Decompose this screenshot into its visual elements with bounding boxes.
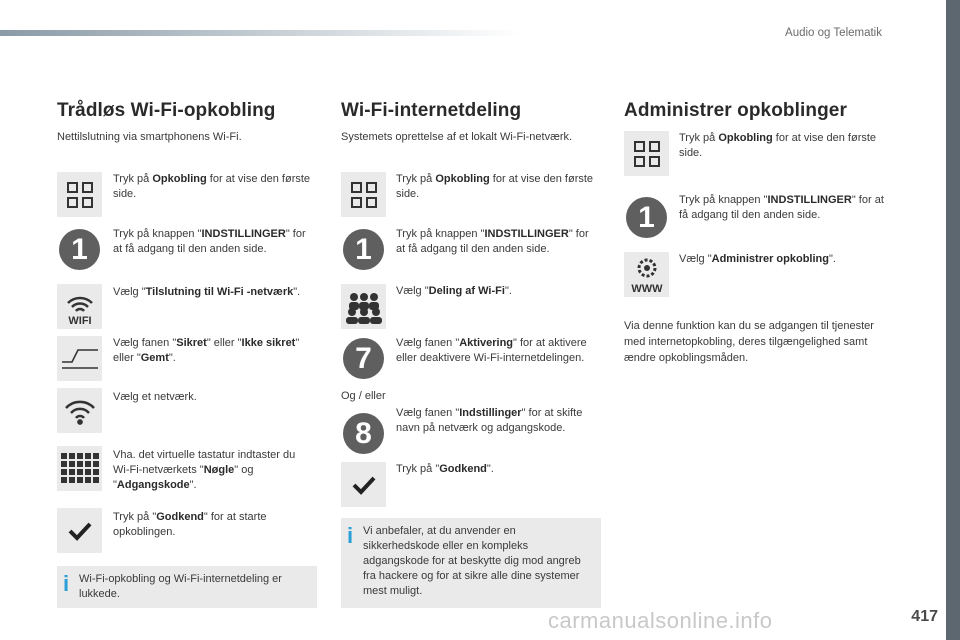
step-text: for at vise den første side. xyxy=(679,132,877,159)
wifi-heading: Trådløs Wi-Fi-opkobling xyxy=(57,100,276,121)
step-text: for at vise den første side. xyxy=(113,173,311,200)
wifi-step-5-icon-box xyxy=(57,388,102,433)
svg-text:WIFI: WIFI xyxy=(67,314,92,327)
sharing-step-5-icon-box xyxy=(341,411,386,456)
step-text: Vælg fanen " xyxy=(113,337,177,349)
step-text: Vha. det virtuelle tastatur indtaster du Wi-Fi-netværkets " xyxy=(113,449,296,476)
wifi-step-3-icon-box xyxy=(57,284,102,329)
wifi-step-6-icon-box xyxy=(57,446,102,491)
step-text: Tryk på xyxy=(396,173,436,185)
emphasis-text: Ikke sikret xyxy=(241,337,296,349)
step-text: for at vise den første side. xyxy=(396,173,594,200)
step-text: " for at starte opkoblingen. xyxy=(113,511,267,538)
step-text: ". xyxy=(504,285,512,297)
step-text: " for at få adgang til den anden side. xyxy=(396,228,589,255)
emphasis-text: Tilslutning til Wi-Fi -netværk xyxy=(145,286,294,298)
step-text: ". xyxy=(828,253,836,265)
step-text: ". xyxy=(293,286,301,298)
info-icon: i xyxy=(63,571,70,596)
manage-column xyxy=(624,100,847,122)
manage-step-3-text xyxy=(679,252,884,267)
emphasis-text: Aktivering xyxy=(459,337,514,349)
step-text: Tryk på " xyxy=(113,511,157,523)
step-number-1-icon: 1 xyxy=(59,229,100,270)
step-text: " for at aktivere eller deaktivere Wi-Fi-internetdelingen. xyxy=(396,337,587,364)
manage-step-1-text xyxy=(679,131,884,161)
sharing-step-1-text xyxy=(396,172,596,202)
step-number-7-icon: 7 xyxy=(343,338,384,379)
wifi-step-4-text xyxy=(113,336,313,366)
wifi-step-2-text xyxy=(113,227,313,257)
emphasis-text: Gemt xyxy=(140,352,169,364)
step-number-8-icon: 8 xyxy=(343,413,384,454)
emphasis-text: Deling af Wi-Fi xyxy=(428,285,505,297)
emphasis-text: INDSTILLINGER xyxy=(201,228,286,240)
step-text: Tryk på knappen " xyxy=(113,228,202,240)
people-icon xyxy=(344,290,384,324)
wifi-note-text: Wi-Fi-opkobling og Wi-Fi-internetdeling er lukkede. xyxy=(79,573,282,600)
emphasis-text: INDSTILLINGER xyxy=(484,228,569,240)
wifi-note xyxy=(57,566,317,608)
step-text: Vælg " xyxy=(396,285,429,297)
page-number: 417 xyxy=(911,608,938,625)
www-gear-icon xyxy=(627,255,667,295)
wifi-column xyxy=(57,100,276,122)
grid-icon xyxy=(632,139,662,169)
info-icon: i xyxy=(347,523,354,548)
step-text: ". xyxy=(168,352,176,364)
keyboard-icon xyxy=(60,452,100,486)
watermark: carmanualsonline.info xyxy=(548,608,773,633)
emphasis-text: Administrer opkobling xyxy=(711,253,829,265)
emphasis-text: Opkobling xyxy=(435,173,490,185)
sharing-note xyxy=(341,518,601,608)
step-number-1-icon: 1 xyxy=(626,197,667,238)
step-text: Tryk på " xyxy=(396,463,440,475)
sharing-column xyxy=(341,100,521,122)
sharing-heading: Wi-Fi-internetdeling xyxy=(341,100,522,121)
header-bar xyxy=(0,30,520,36)
sharing-step-1-icon-box xyxy=(341,172,386,217)
manage-step-3-icon-box xyxy=(624,252,669,297)
step-text: Vælg fanen " xyxy=(396,337,460,349)
emphasis-text: Opkobling xyxy=(152,173,207,185)
wifi-step-7-text xyxy=(113,510,313,540)
step-text: Tryk på knappen " xyxy=(679,194,768,206)
wifi-step-1-text xyxy=(113,172,313,202)
wifi-step-7-icon-box xyxy=(57,508,102,553)
wifi-step-1-icon-box xyxy=(57,172,102,217)
check-icon xyxy=(68,521,92,541)
wifi-step-2-icon-box xyxy=(57,227,102,272)
manage-step-2-icon-box xyxy=(624,195,669,240)
sharing-step-4-icon-box xyxy=(341,336,386,381)
step-text: Vælg " xyxy=(113,286,146,298)
wifi-icon xyxy=(63,396,97,426)
sharing-step-2-icon-box xyxy=(341,227,386,272)
wifi-step-6-text xyxy=(113,448,313,493)
step-text: " og " xyxy=(113,464,254,491)
step-text: Tryk på knappen " xyxy=(396,228,485,240)
step-text: ". xyxy=(486,463,494,475)
step-text: Vælg et netværk. xyxy=(113,391,197,403)
step-text: " for at få adgang til den anden side. xyxy=(113,228,306,255)
step-text: Vælg " xyxy=(679,253,712,265)
sharing-step-3-text xyxy=(396,284,596,299)
sharing-step-2-text xyxy=(396,227,596,257)
emphasis-text: Indstillinger xyxy=(459,407,522,419)
emphasis-text: Opkobling xyxy=(718,132,773,144)
wifi-text-icon xyxy=(60,287,100,327)
emphasis-text: Nøgle xyxy=(203,464,235,476)
emphasis-text: INDSTILLINGER xyxy=(767,194,852,206)
step-text: " for at skifte navn på netværk og adgangskode. xyxy=(396,407,583,434)
sharing-step-6-text xyxy=(396,462,596,477)
emphasis-text: Godkend xyxy=(156,511,204,523)
wifi-step-4-icon-box xyxy=(57,336,102,381)
step-text: Tryk på xyxy=(679,132,719,144)
grid-icon xyxy=(349,180,379,210)
sharing-step-5-text xyxy=(396,406,596,436)
page-edge-bar xyxy=(946,0,960,640)
step-text: ". xyxy=(189,479,197,491)
step-text: " eller " xyxy=(113,337,300,364)
grid-icon xyxy=(65,180,95,210)
wifi-step-5-text xyxy=(113,390,313,405)
manage-paragraph: Via denne funktion kan du se adgangen til tjenester med internetopkobling, deres tilgængelighed samt ændre opkoblingsmåden. xyxy=(624,320,874,364)
sharing-note-text: Vi anbefaler, at du anvender en sikkerhedskode eller en kompleks adgangskode for at beskytte dig mod angreb fra hackere og for at sikre alle dine systemer mest muligt. xyxy=(363,525,581,597)
check-icon xyxy=(352,475,376,495)
step-text: " eller " xyxy=(206,337,242,349)
svg-text:WWW: WWW xyxy=(630,282,663,295)
wifi-step-3-text xyxy=(113,285,313,300)
step-text: Tryk på xyxy=(113,173,153,185)
tab-icon xyxy=(60,344,100,374)
wifi-intro: Nettilslutning via smartphonens Wi-Fi. xyxy=(57,131,242,143)
emphasis-text: Sikret xyxy=(176,337,207,349)
step-text: Vælg fanen " xyxy=(396,407,460,419)
manage-step-2-text xyxy=(679,193,884,223)
manage-step-1-icon-box xyxy=(624,131,669,176)
sharing-step-6-icon-box xyxy=(341,462,386,507)
emphasis-text: Adgangskode xyxy=(116,479,190,491)
section-title: Audio og Telematik xyxy=(785,27,882,39)
sharing-intro: Systemets oprettelse af et lokalt Wi-Fi-netværk. xyxy=(341,131,573,143)
emphasis-text: Godkend xyxy=(439,463,487,475)
step-text: " for at få adgang til den anden side. xyxy=(679,194,884,221)
sharing-step-3-icon-box xyxy=(341,284,386,329)
step-number-1-icon: 1 xyxy=(343,229,384,270)
or-label: Og / eller xyxy=(341,390,386,402)
manage-heading: Administrer opkoblinger xyxy=(624,100,847,121)
sharing-step-4-text xyxy=(396,336,596,366)
